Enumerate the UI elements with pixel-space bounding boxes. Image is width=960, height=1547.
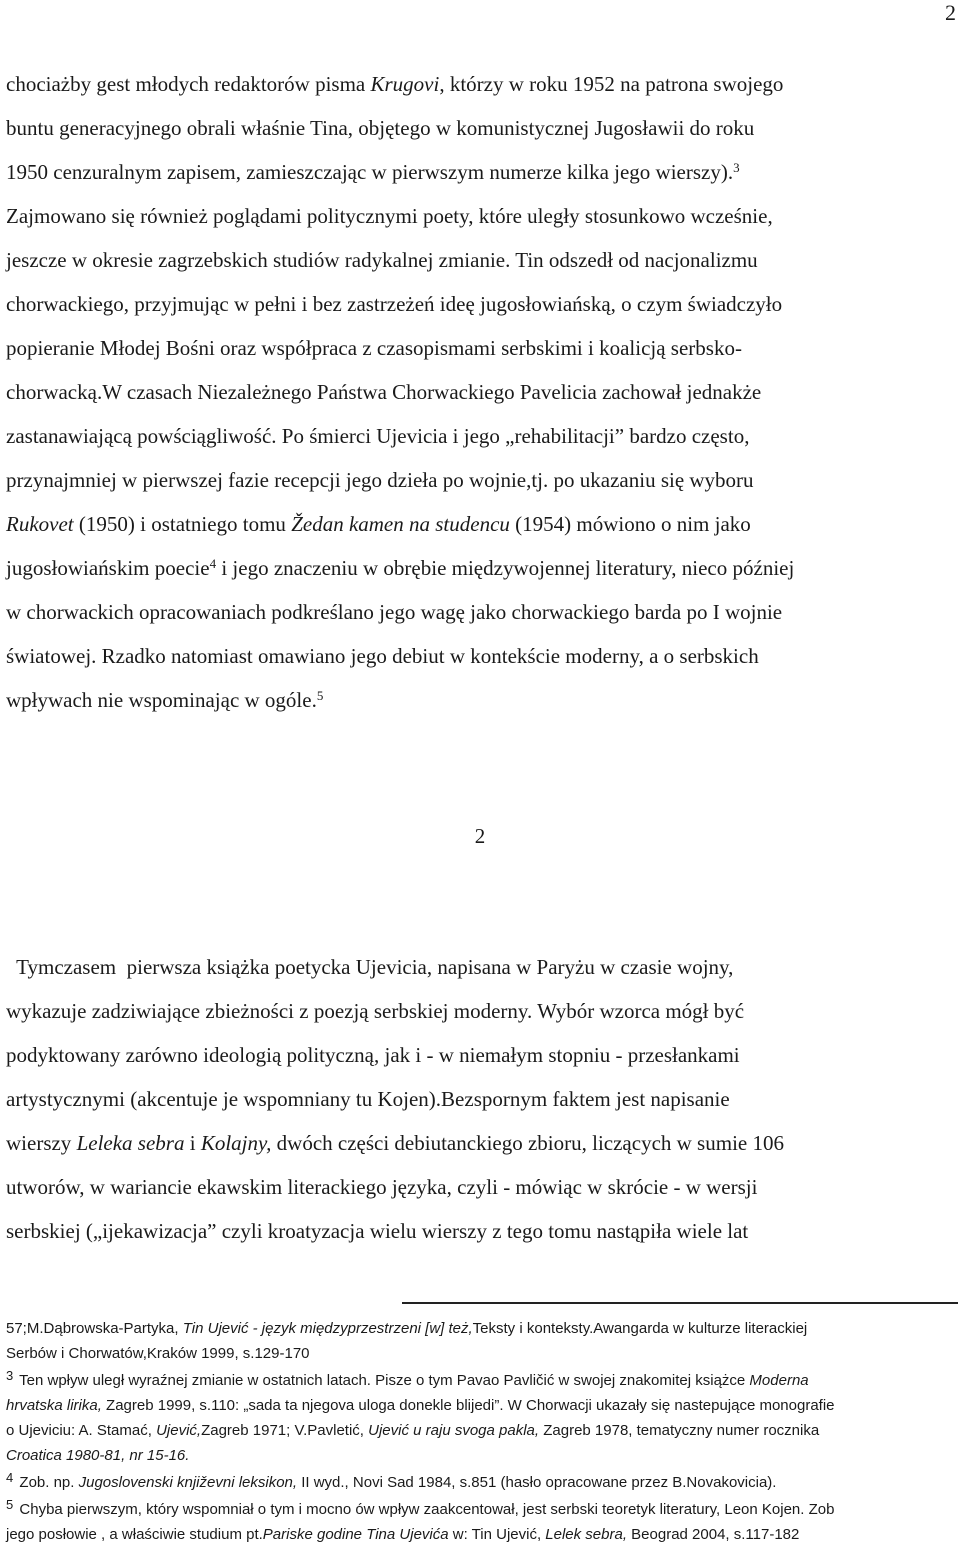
text-line: zastanawiającą powściągliwość. Po śmierci Ujevicia i jego „rehabilitacji” bardzo często,	[6, 424, 750, 448]
text-line: 1950 cenzuralnym zapisem, zamieszczając w pierwszym numerze kilka jego wierszy).$^3$	[6, 159, 740, 184]
text-line: Rukovet (1950) i ostatniego tomu Žedan kamen na studencu (1954) mówiono o nim jako	[6, 512, 751, 536]
text-line: popieranie Młodej Bośni oraz współpraca z czasopismami serbskimi i koalicją serbsko-	[6, 336, 742, 360]
section-number: 2	[474, 824, 486, 848]
footnote-5: 5 Chyba pierwszym, który wspomniał o tym i mocno ów wpływ zaakcentował, jest serbski teoretyk literatury, Leon Kojen. Zob	[6, 1497, 835, 1518]
paragraph-main	[6, 945, 946, 1253]
paragraph-continuation	[6, 62, 946, 722]
text-line: wierszy Leleka sebra i Kolajny, dwóch części debiutanckiego zbioru, liczących w sumie 106	[6, 1131, 784, 1155]
footnote-3-cont: o Ujeviciu: A. Stamać, Ujević,Zagreb 1971; V.Pavletić, Ujević u raju svoga pakla, Zagreb 1978, tematyczny numer rocznika	[6, 1422, 820, 1439]
page-number: 2	[945, 0, 956, 25]
text-line: chorwackiego, przyjmując w pełni i bez zastrzeżeń ideę jugosłowiańską, o czym świadczyło	[6, 292, 783, 316]
poem-title: Kolajny,	[200, 1131, 272, 1155]
footnote-5-cont: jego posłowie , a właściwie studium pt.Pariske godine Tina Ujevića w: Tin Ujević, Lelek sebra, Beograd 2004, s.117-182	[6, 1526, 800, 1543]
footnote-ref-5[interactable]: 5	[316, 687, 324, 703]
book-title: Žedan kamen na studencu	[291, 512, 510, 536]
text-line: jugosłowiańskim poecie$^4$ i jego znaczeniu w obrębie międzywojennej literatury, nieco później	[6, 555, 795, 580]
footnote-57-cont: Serbów i Chorwatów,Kraków 1999, s.129-170	[6, 1345, 310, 1362]
footnote-marker: 3	[6, 1368, 14, 1383]
text-line: światowej. Rzadko natomiast omawiano jego debiut w kontekście moderny, a o serbskich	[6, 644, 759, 668]
text-line: w chorwackich opracowaniach podkreślano jego wagę jako chorwackiego barda po I wojnie	[6, 600, 783, 624]
footnote-57: 57;M.Dąbrowska-Partyka, Tin Ujević - język międzyprzestrzeni [w] też,Teksty i konteksty.Awangarda w kulturze literackiej	[6, 1320, 808, 1337]
footnote-marker: 5	[6, 1497, 14, 1512]
journal-title: Krugovi	[370, 72, 440, 96]
footnote-ref-3[interactable]: 3	[733, 159, 740, 175]
text-line: Tymczasem pierwsza książka poetycka Ujevicia, napisana w Paryżu w czasie wojny,	[6, 955, 734, 979]
poem-title: Leleka sebra	[76, 1131, 185, 1155]
text-line: Zajmowano się również poglądami politycznymi poety, które uległy stosunkowo wcześnie,	[6, 204, 773, 228]
book-title: Rukovet	[6, 512, 74, 536]
text-line: przynajmniej w pierwszej fazie recepcji jego dzieła po wojnie,tj. po ukazaniu się wyboru	[6, 468, 754, 492]
text-line: serbskiej („ijekawizacja” czyli kroatyzacja wielu wierszy z tego tomu nastąpiła wiele lat	[6, 1219, 749, 1243]
text-line: utworów, w wariancie ekawskim literackiego języka, czyli - mówiąc w skrócie - w wersji	[6, 1175, 758, 1199]
text-line: artystycznymi (akcentuje je wspomniany tu Kojen).Bezspornym faktem jest napisanie	[6, 1087, 730, 1111]
footnotes	[6, 1316, 956, 1547]
footnote-3-cont: Croatica 1980-81, nr 15-16.	[6, 1447, 190, 1464]
footnote-4: 4 Zob. np. Jugoslovenski književni leksikon, II wyd., Novi Sad 1984, s.851 (hasło opracowane przez B.Novakovicia).	[6, 1470, 777, 1491]
text-line: wykazuje zadziwiające zbieżności z poezją serbskiej moderny. Wybór wzorca mógł być	[6, 999, 745, 1023]
text-line: podyktowany zarówno ideologią polityczną, jak i - w niemałym stopniu - przesłankami	[6, 1043, 740, 1067]
footnote-3: 3 Ten wpływ uległ wyraźnej zmianie w ostatnich latach. Pisze o tym Pavao Pavličić w swojej znakomitej książce Moderna	[6, 1368, 809, 1389]
text-line: chociażby gest młodych redaktorów pisma Krugovi, którzy w roku 1952 na patrona swojego	[6, 72, 784, 96]
text-line: jeszcze w okresie zagrzebskich studiów radykalnej zmianie. Tin odszedł od nacjonalizmu	[6, 248, 758, 272]
text-line: buntu generacyjnego obrali właśnie Tina, objętego w komunistycznej Jugosławii do roku	[6, 116, 755, 140]
text-line: wpływach nie wspominając w ogóle.$^5$	[6, 687, 324, 712]
footnote-3-cont: hrvatska lirika, Zagreb 1999, s.110: „sada ta njegova uloga donekle blijedi”. W Chorwacji ukazały się nastepujące monografie	[6, 1397, 835, 1414]
footnote-marker: 4	[6, 1470, 14, 1485]
footnote-ref-4[interactable]: 4	[209, 555, 217, 571]
text-line: chorwacką.W czasach Niezależnego Państwa Chorwackiego Pavelicia zachował jednakże	[6, 380, 762, 404]
footnote-separator	[402, 1302, 958, 1304]
